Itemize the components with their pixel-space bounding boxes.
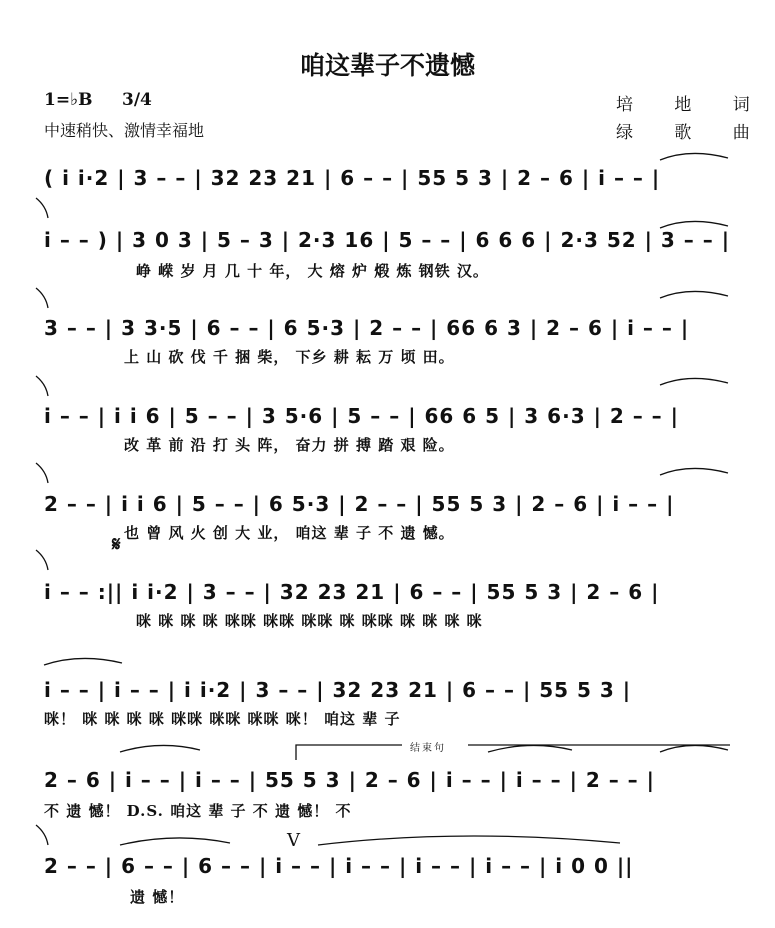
system-6-lyrics: 咪 咪 咪 咪 咪咪 咪咪 咪咪 咪 咪咪 咪 咪 咪 咪 — [136, 612, 483, 630]
tie-arc — [120, 838, 230, 845]
system-1-notes: ( i i·2 | 3 – – | 32 23 21 | 6 – – | 55 5 3 | 2 – 6 | i – – | — [44, 166, 661, 190]
segno-mark: 𝄋 — [112, 532, 121, 556]
tie-arc — [36, 376, 48, 396]
system-7-notes: i – – | i – – | i i·2 | 3 – – | 32 23 21 | 6 – – | 55 5 3 | — [44, 678, 632, 702]
song-title: 咱这辈子不遗憾 — [299, 51, 475, 80]
tie-arc — [36, 288, 48, 308]
tie-arc — [36, 550, 48, 570]
tie-arc — [36, 825, 48, 845]
tie-arc — [318, 836, 620, 845]
system-2-lyrics: 峥 嵘 岁 月 几 十 年， 大 熔 炉 煅 炼 钢铁 汉。 — [136, 262, 489, 280]
tie-arc — [36, 198, 48, 218]
system-4-lyrics: 改 革 前 沿 打 头 阵， 奋力 拼 搏 踏 艰 险。 — [124, 436, 455, 454]
lyricist-credit: 培 地 词 — [616, 95, 768, 115]
system-8-lyrics: 不 遗 憾！ D.S. 咱这 辈 子 不 遗 憾！ 不 — [44, 802, 352, 820]
tie-arc — [120, 745, 200, 752]
system-8-notes: 2 – 6 | i – – | i – – | 55 5 3 | 2 – 6 | i – – | i – – | 2 – – | — [44, 768, 655, 792]
key-signature: 1=♭B — [44, 90, 93, 110]
system-5-lyrics: 也 曾 风 火 创 大 业， 咱这 辈 子 不 遗 憾。 — [124, 524, 455, 542]
tie-arc — [660, 153, 728, 160]
system-6-notes: i – – :|| i i·2 | 3 – – | 32 23 21 | 6 – – | 55 5 3 | 2 – 6 | — [44, 580, 660, 604]
tie-arc — [660, 468, 728, 475]
system-4-notes: i – – | i i 6 | 5 – – | 3 5·6 | 5 – – | 66 6 5 | 3 6·3 | 2 – – | — [44, 404, 679, 428]
system-9-notes: 2 – – | 6 – – | 6 – – | i – – | i – – | i – – | i – – | i 0 0 || — [44, 854, 634, 878]
tie-arc — [36, 463, 48, 483]
tie-arc — [44, 658, 122, 665]
tie-arc — [660, 291, 728, 298]
ending-bracket-label: 结束句 — [410, 743, 446, 754]
tie-arc — [660, 745, 728, 752]
breath-mark: V — [287, 830, 300, 851]
system-2-notes: i – – ) | 3 0 3 | 5 – 3 | 2·3 16 | 5 – – | 6 6 6 | 2·3 52 | 3 – – | — [44, 228, 731, 252]
composer-credit: 绿 歌 曲 — [616, 123, 768, 143]
tie-arc — [488, 745, 572, 752]
time-signature: 3/4 — [122, 90, 152, 110]
system-7-lyrics: 咪！ 咪 咪 咪 咪 咪咪 咪咪 咪咪 咪！ 咱这 辈 子 — [44, 710, 401, 728]
tempo-expression: 中速稍快、激情幸福地 — [44, 121, 205, 140]
system-3-notes: 3 – – | 3 3·5 | 6 – – | 6 5·3 | 2 – – | 66 6 3 | 2 – 6 | i – – | — [44, 316, 690, 340]
system-3-lyrics: 上 山 砍 伐 千 捆 柴， 下乡 耕 耘 万 顷 田。 — [124, 348, 455, 366]
tie-arc — [660, 378, 728, 385]
system-9-lyrics: 遗 憾！ — [130, 888, 185, 906]
system-5-notes: 2 – – | i i 6 | 5 – – | 6 5·3 | 2 – – | 55 5 3 | 2 – 6 | i – – | — [44, 492, 675, 516]
